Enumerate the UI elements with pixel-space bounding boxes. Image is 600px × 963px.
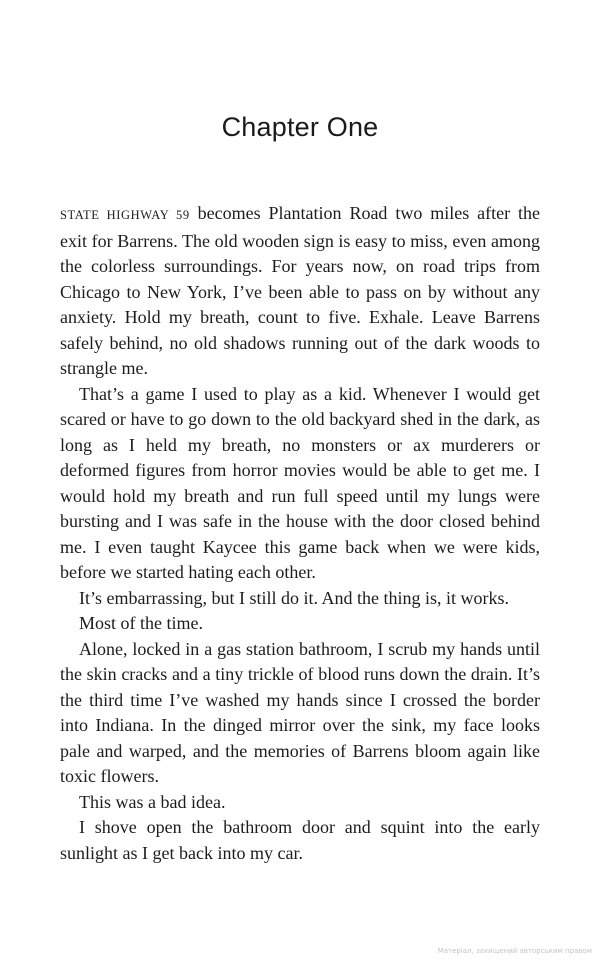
paragraph-6: This was a bad idea. xyxy=(79,791,226,812)
paragraph-3: It’s embarrassing, but I still do it. And the thing is, it works. xyxy=(79,587,509,608)
copyright-watermark: Матеріал, захищений авторським правом xyxy=(437,947,592,955)
paragraph-4: Most of the time. xyxy=(79,613,203,633)
paragraph-5: Alone, locked in a gas station bathroom, I scrub my hands until the skin cracks and a tiny trickle of blood runs down the drain. It’s the third time I’ve washed my hands since I crossed the border into Indiana. In the dinged mirror over the sink, my face looks pale and warped, and the memories of Barrens bloom again like toxic flowers. xyxy=(60,638,540,786)
chapter-title: Chapter One xyxy=(221,112,379,142)
paragraph-7: I shove open the bathroom door and squint into the early sunlight as I get back into my car. xyxy=(60,817,540,863)
chapter-body xyxy=(60,201,540,866)
paragraph-1-text: becomes Plantation Road two miles after the exit for Barrens. The old wooden sign is easy to miss, even among the colorless surroundings. For years now, on road trips from Chicago to New York, I’ve been able to pass on by without any anxiety. Hold my breath, count to five. Exhale. Leave Barrens safely behind, no old shadows running out of the dark woods to strangle me. xyxy=(60,203,541,378)
opening-smallcaps: STATE HIGHWAY 59 xyxy=(60,208,190,222)
paragraph-2: That’s a game I used to play as a kid. Whenever I would get scared or have to go down to the old backyard shed in the dark, as long as I held my breath, no monsters or ax murderers or deformed figures from horror movies would be able to get me. I would hold my breath and run full speed until my lungs were bursting and I was safe in the house with the door closed behind me. I even taught Kaycee this game back when we were kids, before we started hating each other. xyxy=(60,383,540,582)
paragraph-1 xyxy=(60,201,540,382)
